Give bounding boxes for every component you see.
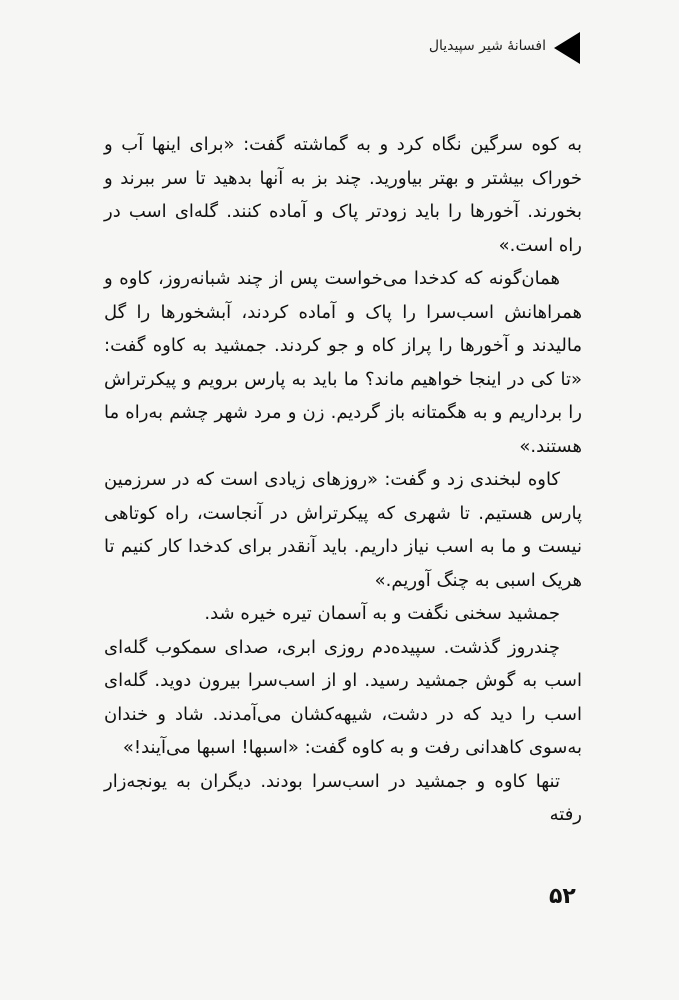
paragraph-3: کاوه لبخندی زد و گفت: «روزهای زیادی است که در سرزمین پارس هستیم. تا شهری که پیکرتراش در آنجاست، راه کوتاهی نیست و ما به اسب نیاز داریم. باید آنقدر برای کدخدا کار کنیم تا هریک اسبی به چنگ آوریم.» bbox=[104, 469, 582, 591]
page-number: ۵۲ bbox=[549, 884, 576, 909]
paragraph-4: جمشید سخنی نگفت و به آسمان تیره خیره شد. bbox=[204, 603, 560, 624]
paragraph-2: همان‌گونه که کدخدا می‌خواست پس از چند شبانه‌روز، کاوه و همراهانش اسب‌سرا را پاک و آماده کردند، آبشخورها را گل مالیدند و آخورها را پراز کاه و جو کردند. جمشید به کاوه گفت: «تا کی در اینجا خواهیم ماند؟ ما باید به پارس برویم و پیکرتراش را برداریم و به هگمتانه باز گردیم. زن و مرد شهر چشم به‌راه ما هستند.» bbox=[104, 268, 582, 457]
triangle-marker-icon bbox=[554, 32, 580, 64]
paragraph-1: به کوه سرگین نگاه کرد و به گماشته گفت: «برای اینها آب و خوراک بیشتر و بهتر بیاورید. چند بز به آنها بدهید تا سر ببرند و بخورند. آخورها را باید زودتر پاک و آماده کنند. گله‌ای اسب در راه است.» bbox=[104, 134, 582, 256]
paragraph-5: چندروز گذشت. سپیده‌دم روزی ابری، صدای سمکوب گله‌ای اسب به گوش جمشید رسید. او از اسب‌سرا بیرون دوید. گله‌ای اسب را دید که در دشت، شیهه‌کشان می‌آمدند. شاد و خندان به‌سوی کاهدانی رفت و به کاوه گفت: «اسبها! اسبها می‌آیند!» bbox=[104, 636, 582, 758]
body-text bbox=[104, 128, 582, 832]
running-header bbox=[410, 32, 580, 60]
paragraph-6: تنها کاوه و جمشید در اسب‌سرا بودند. دیگران به یونجه‌زار رفته bbox=[104, 770, 582, 825]
running-title: افسانهٔ شیر سپیدیال bbox=[428, 38, 546, 54]
